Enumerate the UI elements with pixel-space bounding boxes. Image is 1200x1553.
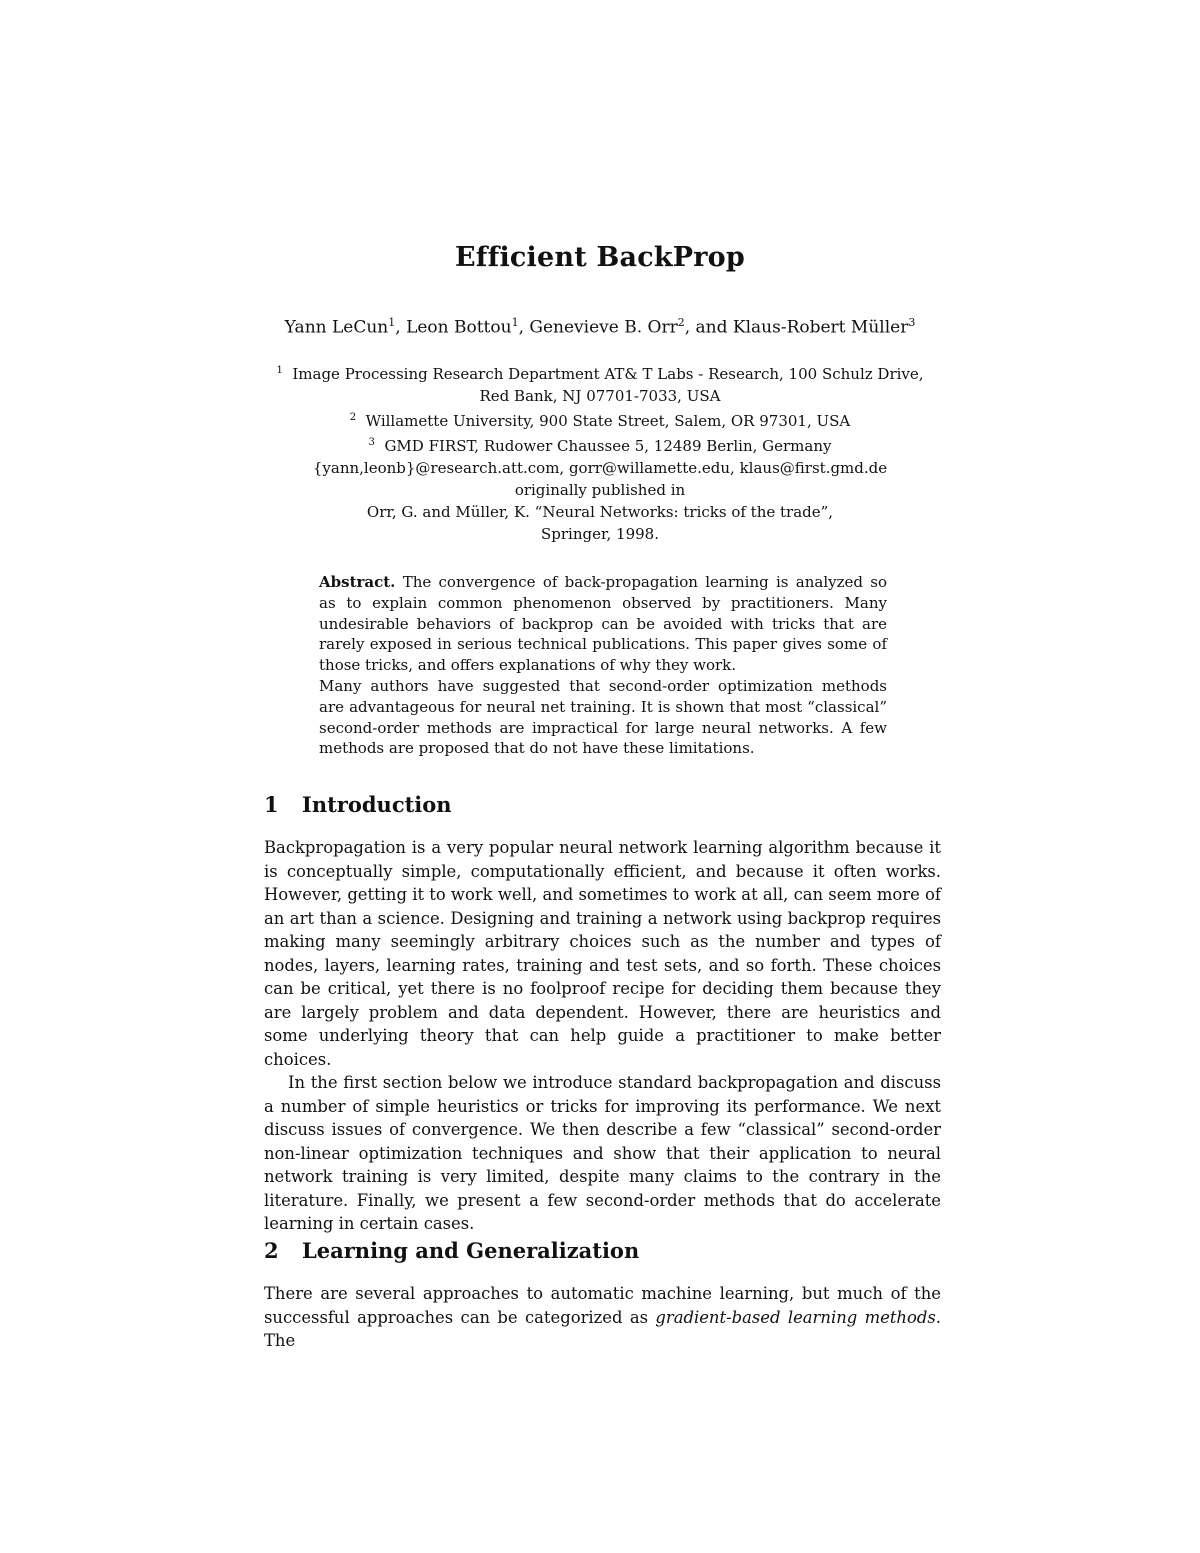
affiliation-2 xyxy=(262,407,938,432)
author-name: Leon Bottou xyxy=(406,317,512,338)
abstract-text: The convergence of back-propagation learning is analyzed so as to explain common phenomenon observed by practitioners. Many undesirable behaviors of backprop can be avoided with tricks that are rarely exposed in serious technical publications. This paper gives some of those tricks, and offers explanations of why they work. xyxy=(319,573,887,675)
author-separator: , xyxy=(518,317,530,338)
section-heading xyxy=(264,1238,639,1263)
emphasized-term: gradient-based learning methods xyxy=(655,1307,936,1327)
body-paragraph: In the first section below we introduce standard backpropagation and discuss a number of simple heuristics or tricks for improving its performance. We next discuss issues of convergence. We then describe a few “classical” second-order non-linear optimization techniques and show that their application to neural network training is very limited, despite many claims to the contrary in the literature. Finally, we present a few second-order methods that do accelerate learning in certain cases. xyxy=(264,1073,941,1233)
affiliation-mark: 3 xyxy=(368,437,375,448)
author-affil-mark: 2 xyxy=(677,316,685,329)
affiliation-mark: 2 xyxy=(349,412,357,423)
abstract-paragraph xyxy=(319,572,887,676)
section-heading xyxy=(264,792,452,817)
author-separator: , xyxy=(395,317,407,338)
author-separator: , and xyxy=(684,317,733,338)
body-text-run: There are several approaches to automatic machine learning, but much of the successful approaches can be categorized as xyxy=(264,1284,941,1327)
section-number: 1 xyxy=(264,792,279,817)
body-text-run: . The xyxy=(264,1307,941,1350)
author-affil-mark: 3 xyxy=(908,316,916,329)
abstract-paragraph: Many authors have suggested that second-order optimization methods are advantageous for neural net training. It is shown that most “classical” second-order methods are impractical for large neural networks. A few methods are proposed that do not have these limitations. xyxy=(319,676,887,758)
affiliations xyxy=(262,360,938,545)
section-title: Learning and Generalization xyxy=(302,1238,640,1263)
author-name: Klaus-Robert Müller xyxy=(732,317,909,338)
abstract-label: Abstract. xyxy=(319,573,396,591)
body-paragraph: Backpropagation is a very popular neural network learning algorithm because it is conceptually simple, computationally efficient, and because it often works. However, getting it to work well, and sometimes to work at all, can seem more of an art than a science. Designing and training a network using backprop requires making many seemingly arbitrary choices such as the number and types of nodes, layers, learning rates, training and test sets, and so forth. These choices can be critical, yet there is no foolproof recipe for deciding them because they are largely problem and data dependent. However, there are heuristics and some underlying theory that can help guide a practitioner to make better choices. xyxy=(264,838,941,1069)
affiliation-1 xyxy=(262,360,938,385)
affiliation-3 xyxy=(262,432,938,457)
affiliation-text: Image Processing Research Department AT& T Labs - Research, 100 Schulz Drive, xyxy=(292,365,924,383)
author-affil-mark: 1 xyxy=(511,316,519,329)
author-affil-mark: 1 xyxy=(388,316,396,329)
publication-note: originally published in xyxy=(514,481,686,499)
section-body xyxy=(264,836,941,1236)
section-title: Introduction xyxy=(302,792,452,817)
section-number: 2 xyxy=(264,1238,279,1263)
affiliation-mark: 1 xyxy=(276,365,283,376)
publication-note: Springer, 1998. xyxy=(541,525,659,543)
body-paragraph xyxy=(264,1282,941,1353)
author-name: Yann LeCun xyxy=(284,317,389,338)
author-emails: {yann,leonb}@research.att.com, gorr@willamette.edu, klaus@first.gmd.de xyxy=(312,459,888,477)
affiliation-1-line-2: Red Bank, NJ 07701-7033, USA xyxy=(479,387,721,405)
affiliation-text: Willamette University, 900 State Street, Salem, OR 97301, USA xyxy=(365,412,851,430)
publication-note: Orr, G. and Müller, K. “Neural Networks: tricks of the trade”, xyxy=(366,503,834,521)
author-list xyxy=(0,316,1200,338)
paper-title: Efficient BackProp xyxy=(455,242,745,273)
author-name: Genevieve B. Orr xyxy=(529,317,678,338)
abstract xyxy=(319,572,887,759)
section-body xyxy=(264,1282,941,1353)
affiliation-text: GMD FIRST, Rudower Chaussee 5, 12489 Berlin, Germany xyxy=(384,437,832,455)
